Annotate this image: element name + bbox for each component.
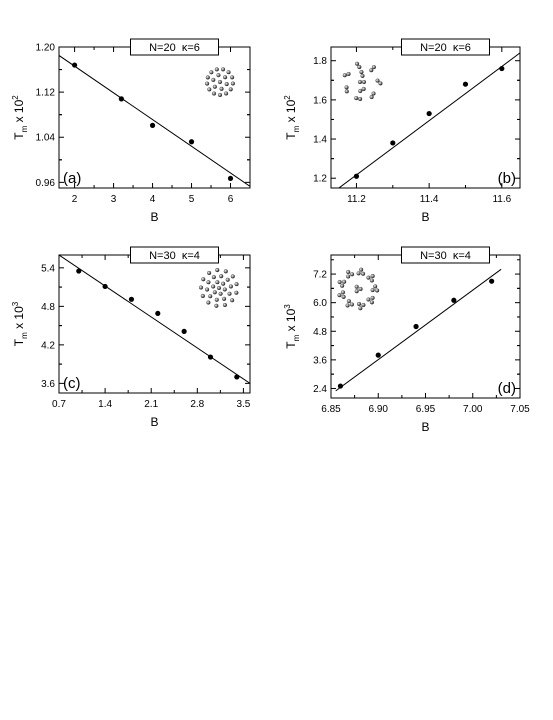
inset-particle: [235, 282, 239, 286]
inset-particle: [355, 285, 359, 289]
inset-particle: [355, 62, 359, 66]
inset-particle: [359, 287, 363, 291]
data-point: [129, 297, 134, 302]
inset-particle: [221, 282, 225, 286]
inset-particle: [223, 303, 227, 307]
data-point: [119, 96, 124, 101]
inset-particle: [345, 89, 349, 93]
x-tick-label: 3: [110, 194, 117, 205]
x-tick-label: 11.6: [492, 194, 512, 205]
y-label-mult: x 10: [12, 306, 26, 333]
data-point: [376, 353, 381, 358]
inset-particle: [229, 87, 233, 91]
x-tick-label: 7.05: [510, 404, 530, 415]
legend-kappa: κ=4: [175, 250, 200, 262]
inset-particle: [226, 278, 230, 282]
data-point: [155, 311, 160, 316]
y-tick-label: 4.2: [41, 340, 55, 352]
inset-ring-cluster-20: [205, 67, 235, 96]
inset-particle: [217, 73, 221, 77]
inset-particle: [223, 288, 227, 292]
inset-particle: [371, 296, 375, 300]
inset-particle: [230, 75, 234, 79]
inset-particle: [201, 294, 205, 298]
y-label-mult: x 10: [284, 308, 298, 335]
y-tick-label: 6.0: [313, 298, 327, 310]
inset-particle: [347, 72, 351, 76]
inset-particle: [227, 70, 231, 74]
x-tick-label: 4: [149, 194, 156, 205]
inset-particle: [213, 290, 217, 294]
y-axis-label: [283, 304, 301, 349]
x-tick-label: 2.8: [190, 399, 205, 410]
inset-pair-cluster-20: [343, 62, 382, 101]
inset-particle: [342, 295, 346, 299]
y-tick-label: 1.04: [35, 132, 55, 144]
panel-b: [283, 39, 520, 224]
x-tick-label: 6.85: [321, 404, 341, 415]
panel-c: [11, 247, 251, 429]
inset-particle: [346, 304, 350, 308]
inset-particle: [369, 68, 373, 72]
legend-n: N=30: [149, 250, 176, 262]
x-tick-label: 2.1: [144, 399, 159, 410]
inset-particle: [355, 289, 359, 293]
inset-particle: [211, 285, 215, 289]
legend-n: N=20: [149, 42, 176, 54]
x-tick-label: 2: [71, 194, 78, 205]
inset-particle: [222, 297, 226, 301]
inset-particle: [347, 299, 351, 303]
data-point: [489, 279, 494, 284]
inset-triplet-cluster-30: [338, 268, 379, 310]
data-point: [103, 284, 108, 289]
inset-particle: [372, 92, 376, 96]
inset-particle: [372, 65, 376, 69]
legend-text: [149, 250, 200, 262]
inset-particle: [379, 81, 383, 85]
data-point: [76, 268, 81, 273]
inset-particle: [370, 95, 374, 99]
inset-particle: [338, 293, 342, 297]
panel-d: [283, 247, 530, 434]
data-point: [182, 329, 187, 334]
inset-particle: [207, 301, 211, 305]
y-tick-label: 1.20: [35, 42, 55, 54]
inset-particle: [220, 87, 224, 91]
legend-kappa: κ=4: [446, 250, 471, 262]
inset-particle: [199, 286, 203, 290]
inset-particle: [212, 275, 216, 279]
panel-a: [11, 39, 250, 224]
inset-particle: [375, 289, 379, 293]
data-point: [390, 140, 395, 145]
inset-particle: [350, 272, 354, 276]
y-tick-label: 1.4: [313, 134, 327, 146]
inset-particle: [367, 276, 371, 280]
data-point: [72, 62, 77, 67]
inset-particle: [205, 288, 209, 292]
inset-particle: [346, 270, 350, 274]
inset-particle: [217, 286, 221, 290]
inset-particle: [346, 275, 350, 279]
y-label-main: T: [284, 341, 298, 349]
inset-particle: [354, 96, 358, 100]
x-tick-label: 11.2: [347, 194, 366, 205]
y-label-sub: m: [292, 125, 301, 133]
inset-particle: [231, 82, 235, 86]
inset-particle: [357, 302, 361, 306]
legend-text: [149, 42, 200, 54]
legend-n: N=30: [420, 250, 447, 262]
y-label-sub: m: [20, 332, 29, 339]
inset-particle: [362, 87, 366, 91]
legend-n: N=20: [420, 42, 447, 54]
data-point: [463, 82, 468, 87]
legend-kappa: κ=6: [446, 42, 471, 54]
x-axis-label: B: [421, 420, 430, 434]
inset-particle: [213, 85, 217, 89]
inset-particle: [376, 79, 380, 83]
x-tick-label: 3.5: [236, 399, 251, 410]
y-label-exp: 2: [283, 95, 292, 100]
panel-label: (b): [497, 170, 516, 187]
inset-particle: [342, 280, 346, 284]
inset-particle: [214, 304, 218, 308]
x-tick-label: 0.7: [52, 399, 66, 410]
inset-particle: [208, 294, 212, 298]
inset-particle: [338, 280, 342, 284]
legend-text: [420, 250, 471, 262]
x-tick-label: 11.4: [419, 194, 439, 205]
data-point: [427, 111, 432, 116]
y-label-exp: 3: [283, 304, 292, 309]
x-tick-label: 1.4: [98, 399, 113, 410]
inset-ring-cluster-30: [199, 268, 238, 308]
panel-label: (a): [63, 170, 82, 187]
y-label-exp: 3: [11, 301, 20, 307]
y-label-mult: x 10: [12, 99, 26, 126]
inset-particle: [207, 271, 211, 275]
inset-particle: [358, 80, 362, 84]
inset-particle: [223, 75, 227, 79]
inset-particle: [350, 303, 354, 307]
y-tick-label: 4.8: [313, 326, 327, 338]
inset-particle: [205, 82, 209, 86]
legend-kappa: κ=6: [175, 42, 200, 54]
y-axis-label: [11, 301, 29, 346]
y-label-sub: m: [292, 334, 301, 342]
y-label-mult: x 10: [284, 99, 298, 126]
y-tick-label: 4.8: [41, 301, 55, 313]
y-tick-label: 7.2: [313, 269, 327, 281]
panel-label: (c): [63, 375, 81, 392]
x-tick-label: 6.95: [415, 404, 436, 415]
inset-particle: [218, 80, 222, 84]
y-label-main: T: [284, 132, 298, 140]
panel-label: (d): [497, 380, 516, 397]
inset-particle: [212, 92, 216, 96]
data-point: [234, 374, 239, 379]
inset-particle: [215, 298, 219, 302]
inset-particle: [362, 303, 366, 307]
x-axis-label: B: [150, 210, 159, 224]
inset-particle: [224, 92, 228, 96]
data-point: [150, 123, 155, 128]
data-point: [354, 174, 359, 179]
inset-particle: [361, 272, 365, 276]
inset-particle: [218, 93, 222, 97]
data-point: [413, 324, 418, 329]
y-tick-label: 5.4: [41, 263, 55, 275]
data-point: [208, 354, 213, 359]
data-point: [499, 66, 504, 71]
inset-particle: [219, 274, 223, 278]
y-tick-label: 1.12: [35, 87, 55, 99]
y-label-exp: 2: [11, 95, 20, 100]
data-point: [228, 176, 233, 181]
inset-particle: [219, 292, 223, 296]
inset-particle: [373, 285, 377, 289]
inset-particle: [215, 268, 219, 272]
inset-particle: [358, 97, 362, 101]
inset-particle: [215, 280, 219, 284]
data-point: [338, 383, 343, 388]
inset-particle: [228, 292, 232, 296]
data-point: [189, 139, 194, 144]
inset-particle: [370, 300, 374, 304]
inset-particle: [224, 269, 228, 273]
x-tick-label: 6.90: [368, 404, 388, 415]
inset-particle: [209, 70, 213, 74]
inset-particle: [225, 82, 229, 86]
inset-particle: [358, 306, 362, 310]
y-tick-label: 1.6: [313, 95, 327, 107]
y-tick-label: 3.6: [313, 355, 327, 367]
fit-line: [59, 55, 250, 186]
y-axis-label: [283, 95, 301, 140]
x-tick-label: 5: [188, 194, 195, 205]
fit-line: [331, 53, 520, 194]
inset-particle: [207, 88, 211, 92]
y-tick-label: 2.4: [313, 383, 327, 395]
inset-particle: [234, 291, 238, 295]
y-tick-label: 0.96: [35, 177, 55, 189]
inset-particle: [206, 76, 210, 80]
inset-particle: [229, 285, 233, 289]
inset-particle: [371, 288, 375, 292]
inset-particle: [215, 67, 219, 71]
y-tick-label: 1.2: [313, 173, 327, 185]
inset-particle: [345, 85, 349, 89]
inset-particle: [201, 277, 205, 281]
inset-particle: [362, 80, 366, 84]
y-label-main: T: [12, 338, 26, 347]
legend-text: [420, 42, 471, 54]
inset-particle: [231, 275, 235, 279]
inset-particle: [358, 89, 362, 93]
inset-particle: [359, 268, 363, 272]
inset-particle: [230, 298, 234, 302]
x-axis-label: B: [150, 415, 159, 429]
inset-particle: [360, 70, 364, 74]
y-axis-label: [11, 95, 29, 140]
inset-particle: [211, 78, 215, 82]
inset-particle: [371, 274, 375, 278]
inset-particle: [370, 279, 374, 283]
inset-particle: [340, 284, 344, 288]
inset-particle: [357, 271, 361, 275]
inset-particle: [207, 280, 211, 284]
inset-particle: [341, 291, 345, 295]
inset-particle: [343, 73, 347, 77]
y-tick-label: 1.8: [313, 56, 327, 68]
x-tick-label: 7.00: [463, 404, 483, 415]
inset-particle: [221, 67, 225, 71]
y-label-main: T: [12, 132, 26, 140]
x-axis-label: B: [421, 210, 430, 224]
inset-particle: [361, 74, 365, 78]
y-tick-label: 3.6: [41, 378, 55, 390]
x-tick-label: 6: [227, 194, 234, 205]
inset-particle: [357, 65, 361, 69]
y-label-sub: m: [20, 125, 29, 133]
inset-particle: [367, 298, 371, 302]
data-point: [451, 298, 456, 303]
